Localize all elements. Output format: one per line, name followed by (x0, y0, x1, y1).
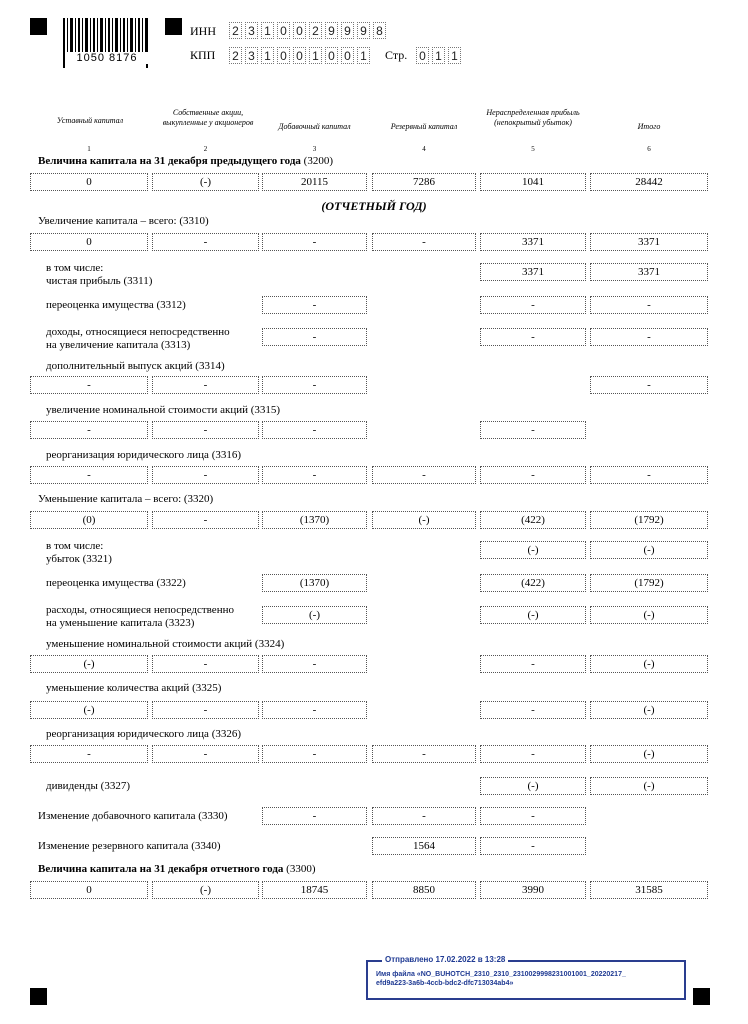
value-cell-col1: 0 (30, 881, 148, 899)
value-cell-col3: - (262, 328, 367, 346)
value-cell-col6: 31585 (590, 881, 708, 899)
inn-digit-cell: 9 (357, 22, 370, 39)
inn-digit-cell: 8 (373, 22, 386, 39)
value-cell-col6: (1792) (590, 574, 708, 592)
value-cell-col6: 3371 (590, 263, 708, 281)
value-cell-col3: - (262, 701, 367, 719)
col-head-5: Нераспределенная прибыль (непокрытый убыток) (486, 108, 580, 127)
value-cell-col3: - (262, 466, 367, 484)
row-label-text: реорганизация юридического лица (3316) (46, 449, 242, 461)
inn-cells (229, 22, 386, 39)
row-label-text: Уменьшение капитала – всего: (38, 493, 182, 505)
value-cell-col2: - (152, 233, 259, 251)
kpp-cells (229, 47, 370, 64)
sent-stamp (366, 955, 686, 1000)
row-label (46, 604, 234, 630)
kpp-digit-cell: 1 (309, 47, 322, 64)
value-cell-col5: 1041 (480, 173, 586, 191)
row-label (46, 577, 186, 590)
value-cell-col5: - (480, 421, 586, 439)
col-num-2: 2 (203, 145, 208, 153)
value-cell-col4: (-) (372, 511, 476, 529)
value-cell-col3: - (262, 745, 367, 763)
inn-digit-cell: 3 (245, 22, 258, 39)
kpp-digit-cell: 1 (357, 47, 370, 64)
value-cell-col5: (-) (480, 541, 586, 559)
kpp-digit-cell: 2 (229, 47, 242, 64)
kpp-digit-cell: 0 (325, 47, 338, 64)
value-cell-col3: (1370) (262, 511, 367, 529)
row-label (38, 810, 228, 823)
value-cell-col4: 8850 (372, 881, 476, 899)
row-label (46, 326, 230, 352)
value-cell-col6: (-) (590, 541, 708, 559)
row-label-text: увеличение номинальной стоимости акций (3315) (46, 404, 281, 416)
kpp-label: КПП (190, 48, 216, 62)
inn-label: ИНН (190, 24, 216, 38)
value-cell-col6: (-) (590, 701, 708, 719)
row-label (46, 262, 152, 288)
value-cell-col1: - (30, 376, 148, 394)
value-cell-col6: 3371 (590, 233, 708, 251)
value-cell-col5: 3990 (480, 881, 586, 899)
value-cell-col5: - (480, 807, 586, 825)
value-cell-col4: 7286 (372, 173, 476, 191)
value-cell-col3: 20115 (262, 173, 367, 191)
row-label (38, 215, 209, 228)
value-cell-col3: - (262, 421, 367, 439)
value-cell-col1: - (30, 421, 148, 439)
kpp-digit-cell: 3 (245, 47, 258, 64)
value-cell-col5: - (480, 296, 586, 314)
value-cell-col6: (-) (590, 745, 708, 763)
row-code: (3320) (181, 493, 214, 505)
row-label-text: переоценка имущества (3312) (46, 299, 186, 311)
value-cell-col5: 3371 (480, 263, 586, 281)
corner-mark-bottom-left (30, 988, 47, 1005)
value-cell-col4: - (372, 233, 476, 251)
value-cell-col5: (-) (480, 777, 586, 795)
value-cell-col3: (1370) (262, 574, 367, 592)
row-label-line: убыток (3321) (46, 553, 112, 565)
row-label-line: доходы, относящиеся непосредственно (46, 326, 230, 338)
value-cell-col6: - (590, 296, 708, 314)
value-cell-col6: - (590, 466, 708, 484)
value-cell-col2: (-) (152, 173, 259, 191)
col-num-5: 5 (531, 145, 535, 153)
row-label (38, 840, 221, 853)
row-code: (3310) (176, 215, 209, 227)
col-head-6: Итого (637, 122, 661, 131)
value-cell-col2: - (152, 745, 259, 763)
value-cell-col4: 1564 (372, 837, 476, 855)
value-cell-col5: - (480, 466, 586, 484)
col-num-4: 4 (422, 145, 426, 153)
row-label (46, 360, 225, 373)
col-head-4: Резервный капитал (390, 122, 458, 131)
col-head-1: Уставный капитал (56, 116, 124, 125)
row-label (38, 155, 333, 168)
row-label (46, 540, 112, 566)
value-cell-col2: - (152, 701, 259, 719)
value-cell-col5: - (480, 745, 586, 763)
value-cell-col6: - (590, 328, 708, 346)
corner-mark-top-mid (165, 18, 182, 35)
value-cell-col3: - (262, 296, 367, 314)
section-year-title: (ОТЧЕТНЫЙ ГОД) (321, 199, 427, 213)
row-label (46, 449, 241, 462)
row-label-line: на увеличение капитала (3313) (46, 339, 191, 351)
col-head-3: Добавочный капитал (278, 122, 351, 131)
value-cell-col1: (-) (30, 701, 148, 719)
value-cell-col6: (-) (590, 655, 708, 673)
row-label-line: в том числе: (46, 262, 104, 274)
inn-digit-cell: 1 (261, 22, 274, 39)
value-cell-col5: - (480, 837, 586, 855)
value-cell-col5: (-) (480, 606, 586, 624)
value-cell-col5: - (480, 701, 586, 719)
kpp-digit-cell: 0 (293, 47, 306, 64)
inn-digit-cell: 2 (229, 22, 242, 39)
value-cell-col6: 28442 (590, 173, 708, 191)
value-cell-col2: - (152, 376, 259, 394)
row-label-text: уменьшение номинальной стоимости акций (3324) (46, 638, 285, 650)
value-cell-col1: (-) (30, 655, 148, 673)
value-cell-col2: - (152, 655, 259, 673)
value-cell-col1: - (30, 466, 148, 484)
row-label-text: дивиденды (3327) (46, 780, 130, 792)
row-label-text: Изменение добавочного капитала (3330) (38, 810, 228, 822)
stamp-title: Отправлено 17.02.2022 в 13:28 (382, 955, 508, 964)
row-label-line: расходы, относящиеся непосредственно (46, 604, 234, 616)
value-cell-col4: - (372, 807, 476, 825)
inn-digit-cell: 9 (325, 22, 338, 39)
value-cell-col5: (422) (480, 511, 586, 529)
value-cell-col1: 0 (30, 233, 148, 251)
row-label-text: уменьшение количества акций (3325) (46, 682, 222, 694)
value-cell-col5: - (480, 328, 586, 346)
page-label: Стр. (385, 48, 408, 62)
row-label (46, 638, 284, 651)
row-label-text: переоценка имущества (3322) (46, 577, 186, 589)
kpp-digit-cell: 1 (261, 47, 274, 64)
row-label (46, 299, 186, 312)
value-cell-col6: (-) (590, 606, 708, 624)
kpp-digit-cell: 0 (277, 47, 290, 64)
row-label-text: Величина капитала на 31 декабря предыдущего года (38, 155, 301, 167)
value-cell-col3: (-) (262, 606, 367, 624)
page-cells (416, 47, 461, 64)
row-label-text: Изменение резервного капитала (3340) (38, 840, 221, 852)
value-cell-col3: - (262, 807, 367, 825)
row-label-text: реорганизация юридического лица (3326) (46, 728, 242, 740)
value-cell-col1: 0 (30, 173, 148, 191)
row-label-line: чистая прибыль (3311) (46, 275, 153, 287)
inn-digit-cell: 0 (293, 22, 306, 39)
stamp-file-name-1: «NO_BUHOTCH_2310_2310_2310029998231001001_20220217_ (416, 971, 626, 978)
value-cell-col1: (0) (30, 511, 148, 529)
value-cell-col3: - (262, 233, 367, 251)
value-cell-col6: (1792) (590, 511, 708, 529)
value-cell-col2: - (152, 466, 259, 484)
row-label-text: дополнительный выпуск акций (3314) (46, 360, 225, 372)
value-cell-col5: (422) (480, 574, 586, 592)
value-cell-col2: - (152, 511, 259, 529)
row-label (38, 493, 213, 506)
page-digit-cell: 1 (432, 47, 445, 64)
barcode-number: 1050 8176 (66, 52, 148, 64)
value-cell-col3: - (262, 376, 367, 394)
row-label-line: в том числе: (46, 540, 104, 552)
inn-digit-cell: 0 (277, 22, 290, 39)
inn-digit-cell: 2 (309, 22, 322, 39)
col-num-6: 6 (647, 145, 651, 153)
stamp-file-name-2: efd9a223-3a6b-4ccb-bdc2-dfc713034ab4» (376, 980, 514, 987)
row-label-text: Увеличение капитала – всего: (38, 215, 177, 227)
row-label-line: на уменьшение капитала (3323) (46, 617, 195, 629)
row-label-text: Величина капитала на 31 декабря отчетного года (38, 863, 284, 875)
page-digit-cell: 0 (416, 47, 429, 64)
value-cell-col2: (-) (152, 881, 259, 899)
value-cell-col5: 3371 (480, 233, 586, 251)
value-cell-col5: - (480, 655, 586, 673)
value-cell-col6: - (590, 376, 708, 394)
row-label (38, 863, 316, 876)
kpp-digit-cell: 0 (341, 47, 354, 64)
col-num-3: 3 (312, 145, 317, 153)
row-label (46, 780, 130, 793)
row-label (46, 404, 280, 417)
row-code: (3300) (283, 863, 316, 875)
value-cell-col6: (-) (590, 777, 708, 795)
row-label (46, 682, 221, 695)
value-cell-col3: 18745 (262, 881, 367, 899)
page-digit-cell: 1 (448, 47, 461, 64)
col-head-2: Собственные акции, выкупленные у акционеров (162, 108, 254, 127)
row-label (46, 728, 241, 741)
stamp-file-label: Имя файла (376, 971, 415, 978)
corner-mark-top-left (30, 18, 47, 35)
value-cell-col2: - (152, 421, 259, 439)
value-cell-col4: - (372, 745, 476, 763)
value-cell-col3: - (262, 655, 367, 673)
value-cell-col4: - (372, 466, 476, 484)
value-cell-col1: - (30, 745, 148, 763)
inn-digit-cell: 9 (341, 22, 354, 39)
row-code: (3200) (300, 155, 333, 167)
corner-mark-bottom-right (693, 988, 710, 1005)
col-num-1: 1 (87, 145, 91, 153)
